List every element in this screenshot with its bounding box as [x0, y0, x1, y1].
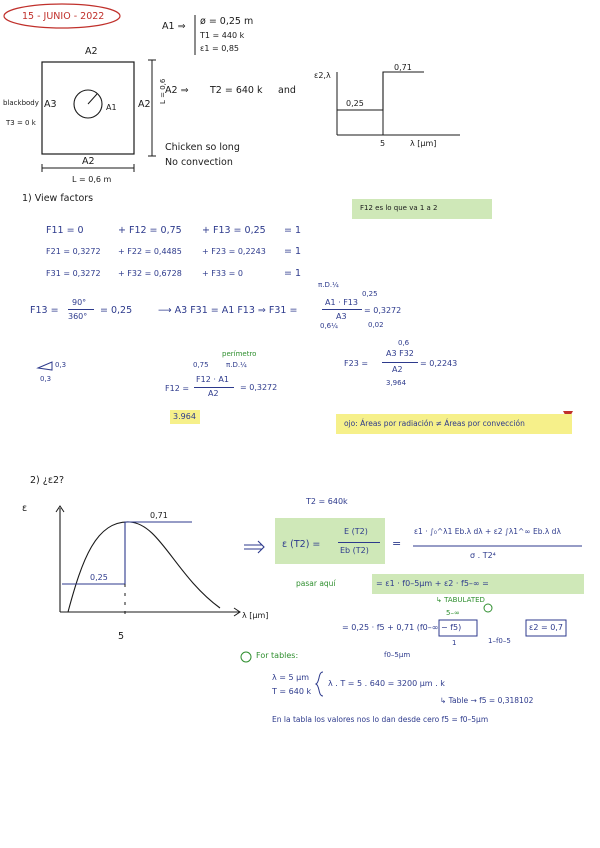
label-a2-bottom: A2 [82, 156, 95, 167]
f12-pid: π.D.¼ [226, 361, 247, 369]
t3-label: T3 = 0 k [6, 119, 36, 127]
integral-top: ε1 · ∫₀^λ1 Eb.λ dλ + ε2 ∫λ1^∞ Eb.λ dλ [414, 527, 561, 536]
tabulated-note: ↳ TABULATED [436, 596, 485, 604]
step-marker [241, 652, 251, 662]
triangle-sketch [38, 362, 52, 370]
f12-bottom: A2 [208, 389, 219, 398]
f12-perimetro: perímetro [222, 350, 257, 358]
f23-bottom: A2 [392, 365, 403, 374]
radius-line [88, 94, 97, 104]
spectral-high: 0,71 [394, 63, 412, 72]
integral-bottom: σ . T2⁴ [470, 551, 496, 560]
f13-rhs: = 0,25 [100, 305, 133, 316]
notes-page: 15 - JUNIO - 2022 A1 ⇒ ø = 0,25 m T1 = 440 k ε1 = 0,85 A2 A2 A2 A3 A1 blackbody T3 = 0 k L = 0,6 L = 0,6 m A2 ⇒ T2 = 640 k and Chicken so long No convection ε2,λ 0,71 0,25 5 λ [μm] 1) View factors F12 es lo que va 1 a 2 F11 = 0 + F12 = 0,75 + F13 = 0,25 = 1 F21 = 0,3272 + F22 = 0,4485 + F23 = 0,2243 = 1 F31 = 0,3272 + F32 = 0,6728 + F33 = 0 = 1 F13 = 90° 360° = 0,25 ⟶ A3 F31 = A1 F13 ⇒ F31 = A1 · F13 A3 = 0,3272 π.D.¼ 0,25 0,6¼ 0,02 0,3 0,3 perímetro 0,75 π.D.¼ F12 = F12 · A1 A2 = 0,3272 3.964 F23 = A3 F32 A2 = 0,2243 0,6 3,964 ojo: Áreas por radiación ≠ Áreas por convección 2) ¿ε2? ε 0,71 0,25 5 λ [μm] T2 = 640k ε (T2) = E (T2) Eb (T2) = ε1 · ∫₀^λ1 Eb.λ dλ + ε2 ∫λ1^∞ Eb.λ dλ σ . T2⁴ pasar aquí = ε1 · f0–5μm + ε2 · f5–∞ = ↳ TABULATED = 0,25 · f5 + 0,71 (f0–∞ − f5) 5–∞ 1 f0–5μm 1–f0–5 ε2 = 0,7 For tables: λ = 5 μm T = 640 k λ . T = 5 . 640 = 3200 μm . k ↳ Table → f5 = 0,318102 En la tabla los valores nos lo dan desde cero f5 = f0–5μm [0, 0, 600, 848]
box-eq: = [392, 537, 402, 550]
plot2-low: 0,25 [90, 573, 108, 582]
reciprocity: ⟶ A3 F31 = A1 F13 ⇒ F31 = [158, 305, 298, 316]
a1-temp: T1 = 440 k [200, 31, 245, 40]
recip-note-025: 0,25 [362, 290, 378, 298]
f23-strike-2: 3,964 [386, 379, 407, 387]
triangle-b: 0,3 [40, 375, 52, 383]
line3-top: 5–∞ [446, 609, 460, 617]
a2-temp: T2 = 640 k [210, 85, 263, 96]
f13-lhs: F13 = [30, 305, 59, 316]
f23-strike-1: 0,6 [398, 339, 410, 347]
recip-note-002: 0,02 [368, 321, 384, 329]
lambda-t-product: λ . T = 5 . 640 = 3200 μm . k [328, 679, 445, 688]
date-label: 15 - JUNIO - 2022 [22, 11, 105, 22]
ojo-note: ojo: Áreas por radiación ≠ Áreas por convección [344, 419, 525, 428]
footer-note: En la tabla los valores nos lo dan desde cero f5 = f0–5μm [272, 715, 489, 724]
box-bottom: Eb (T2) [340, 546, 369, 555]
recip-top: A1 · F13 [325, 298, 358, 307]
pasar-note: pasar aquí [296, 579, 336, 588]
a1-label: A1 ⇒ [162, 21, 186, 32]
side-length: L = 0,6 [159, 78, 167, 104]
for-tables: For tables: [256, 651, 299, 660]
label-a2-right: A2 [138, 99, 151, 110]
recip-note-064: 0,6¼ [320, 322, 338, 330]
box-top: E (T2) [344, 527, 368, 536]
f12-lhs: F12 = [165, 384, 190, 393]
no-convection: No convection [165, 157, 233, 168]
f12-top: F12 · A1 [196, 375, 229, 384]
line3-sub1: 1 [452, 639, 457, 647]
line3: = 0,25 · f5 + 0,71 (f0–∞ − f5) [342, 623, 462, 632]
f23-top: A3 F32 [386, 349, 414, 358]
f12-area: 3.964 [173, 412, 196, 421]
table-lookup: ↳ Table → f5 = 0,318102 [440, 696, 534, 705]
t2-label: T2 = 640k [306, 497, 348, 506]
expansion: = ε1 · f0–5μm + ε2 · f5–∞ = [376, 579, 489, 588]
spectral-x-mark: 5 [380, 139, 386, 148]
triangle-a: 0,3 [55, 361, 67, 369]
label-a2-top: A2 [85, 46, 98, 57]
a1-emissivity: ε1 = 0,85 [200, 44, 240, 53]
label-a3: A3 [44, 99, 57, 110]
box-lhs: ε (T2) = [282, 539, 321, 550]
f12-value: = 0,3272 [240, 383, 278, 392]
f23-value: = 0,2243 [420, 359, 458, 368]
line3-sub3: 1–f0–5 [488, 637, 511, 645]
spectral-x-label: λ [μm] [410, 139, 437, 148]
and-label: and [278, 85, 296, 96]
note-f12: F12 es lo que va 1 a 2 [360, 204, 438, 212]
plot2-high: 0,71 [150, 511, 168, 520]
a1-phi: ø = 0,25 m [200, 16, 254, 27]
spectral-low: 0,25 [346, 99, 364, 108]
recip-note-pid: π.D.¼ [318, 281, 339, 289]
chicken-note: Chicken so long [165, 142, 240, 153]
line3-sub2: f0–5μm [384, 651, 411, 659]
plot2-eps: ε [22, 503, 28, 514]
lambda-value: λ = 5 μm [272, 673, 310, 682]
f23-lhs: F23 = [344, 359, 369, 368]
recip-value: = 0,3272 [364, 306, 402, 315]
temperature-value: T = 640 k [272, 687, 312, 696]
bottom-length: L = 0,6 m [72, 175, 112, 184]
a2-label: A2 ⇒ [165, 85, 189, 96]
section2-title: 2) ¿ε2? [30, 475, 65, 486]
f12-075: 0,75 [193, 361, 209, 369]
spectral-y-label: ε2,λ [314, 71, 331, 80]
result-value: ε2 = 0,7 [529, 623, 563, 632]
emissivity-step [62, 522, 192, 584]
blackbody-label: blackbody [3, 99, 39, 107]
label-a1: A1 [106, 103, 117, 112]
section1-title: 1) View factors [22, 193, 94, 204]
f13-top: 90° [72, 298, 87, 307]
planck-curve [68, 522, 220, 612]
f13-bottom: 360° [68, 312, 88, 321]
plot2-x-label: λ [μm] [242, 611, 269, 620]
plot2-x-mark: 5 [118, 631, 125, 642]
recip-bottom: A3 [336, 312, 347, 321]
